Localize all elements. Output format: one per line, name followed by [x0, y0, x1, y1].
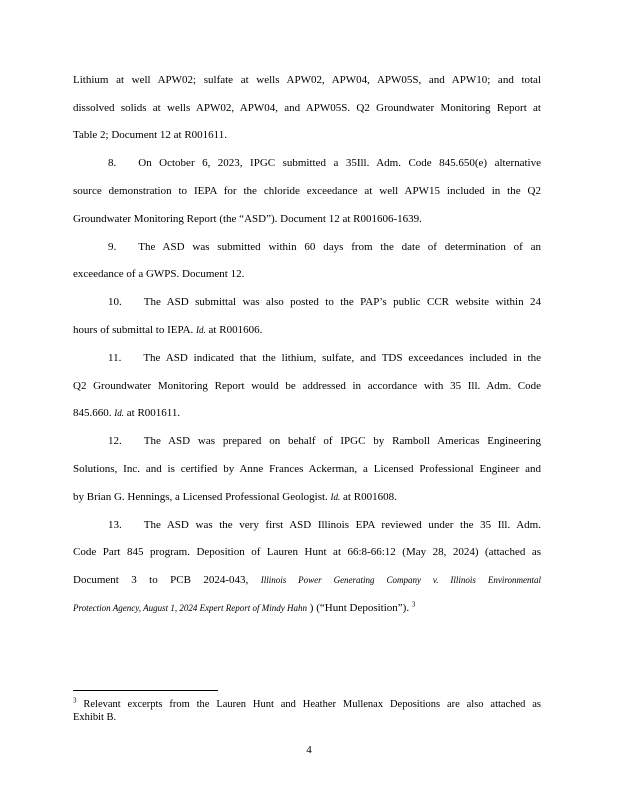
paragraph-13-line: 13. The ASD was the very first ASD Illinois EPA reviewed under the 35 Ill. Adm. — [108, 519, 541, 531]
line-text: hours of submittal to IEPA. — [73, 324, 194, 336]
id-citation: Id. — [114, 408, 124, 418]
body-line: dissolved solids at wells APW02, APW04, and APW05S. Q2 Groundwater Monitoring Report at — [73, 102, 541, 114]
paragraph-12-line: 12. The ASD was prepared on behalf of IPGC by Ramboll Americas Engineering — [108, 435, 541, 447]
body-line: exceedance of a GWPS. Document 12. — [73, 268, 245, 280]
footnote-line: Exhibit B. — [73, 712, 117, 723]
line-text: 845.660. — [73, 407, 112, 419]
body-line — [73, 323, 541, 337]
paragraph-8-line: 8. On October 6, 2023, IPGC submitted a 35Ill. Adm. Code 845.650(e) alternative — [108, 157, 541, 169]
line-text: by Brian G. Hennings, a Licensed Professional Geologist. — [73, 491, 328, 503]
body-line: Lithium at well APW02; sulfate at wells APW02, APW04, APW05S, and APW10; and total — [73, 74, 541, 86]
body-line: Code Part 845 program. Deposition of Lauren Hunt at 66:8-66:12 (May 28, 2024) (attached as — [73, 546, 541, 558]
body-line — [73, 490, 541, 504]
footnote-line — [73, 698, 541, 711]
footnote-marker: 3 — [411, 600, 416, 609]
body-line: Table 2; Document 12 at R001611. — [73, 129, 228, 141]
footnote-divider — [73, 690, 218, 691]
body-line: source demonstration to IEPA for the chloride exceedance at well APW15 included in the Q2 — [73, 185, 541, 197]
citation-tail: at R001611. — [126, 407, 181, 419]
body-line — [73, 406, 541, 420]
citation-tail: at R001606. — [208, 324, 263, 336]
line-text: Document 3 to PCB 2024-043, — [73, 574, 249, 586]
case-caption: Illinois Power Generating Company v. Illinois Environmental — [260, 575, 541, 585]
body-line — [73, 601, 541, 615]
citation-tail: at R001608. — [343, 491, 397, 503]
case-caption: Protection Agency, August 1, 2024 Expert Report of Mindy Hahn — [73, 603, 308, 613]
footnote-number: 3 — [73, 696, 77, 705]
paragraph-9-line: 9. The ASD was submitted within 60 days from the date of determination of an — [108, 241, 541, 253]
paragraph-11-line: 11. The ASD indicated that the lithium, sulfate, and TDS exceedances included in the — [108, 352, 541, 364]
body-line: Solutions, Inc. and is certified by Anne Frances Ackerman, a Licensed Professional Engineer and — [73, 463, 541, 475]
id-citation: Id. — [330, 492, 341, 502]
body-line: Q2 Groundwater Monitoring Report would be addressed in accordance with 35 Ill. Adm. Code — [73, 380, 541, 392]
id-citation: Id. — [196, 325, 206, 335]
body-line — [73, 573, 541, 587]
page-number: 4 — [306, 744, 312, 756]
hunt-deposition-ref: ) (“Hunt Deposition”). — [309, 602, 410, 614]
body-line: Groundwater Monitoring Report (the “ASD”). Document 12 at R001606-1639. — [73, 213, 422, 225]
footnote-text: Relevant excerpts from the Lauren Hunt and Heather Mullenax Depositions are also attached as — [83, 699, 541, 710]
paragraph-10-line: 10. The ASD submittal was also posted to the PAP’s public CCR website within 24 — [108, 296, 541, 308]
